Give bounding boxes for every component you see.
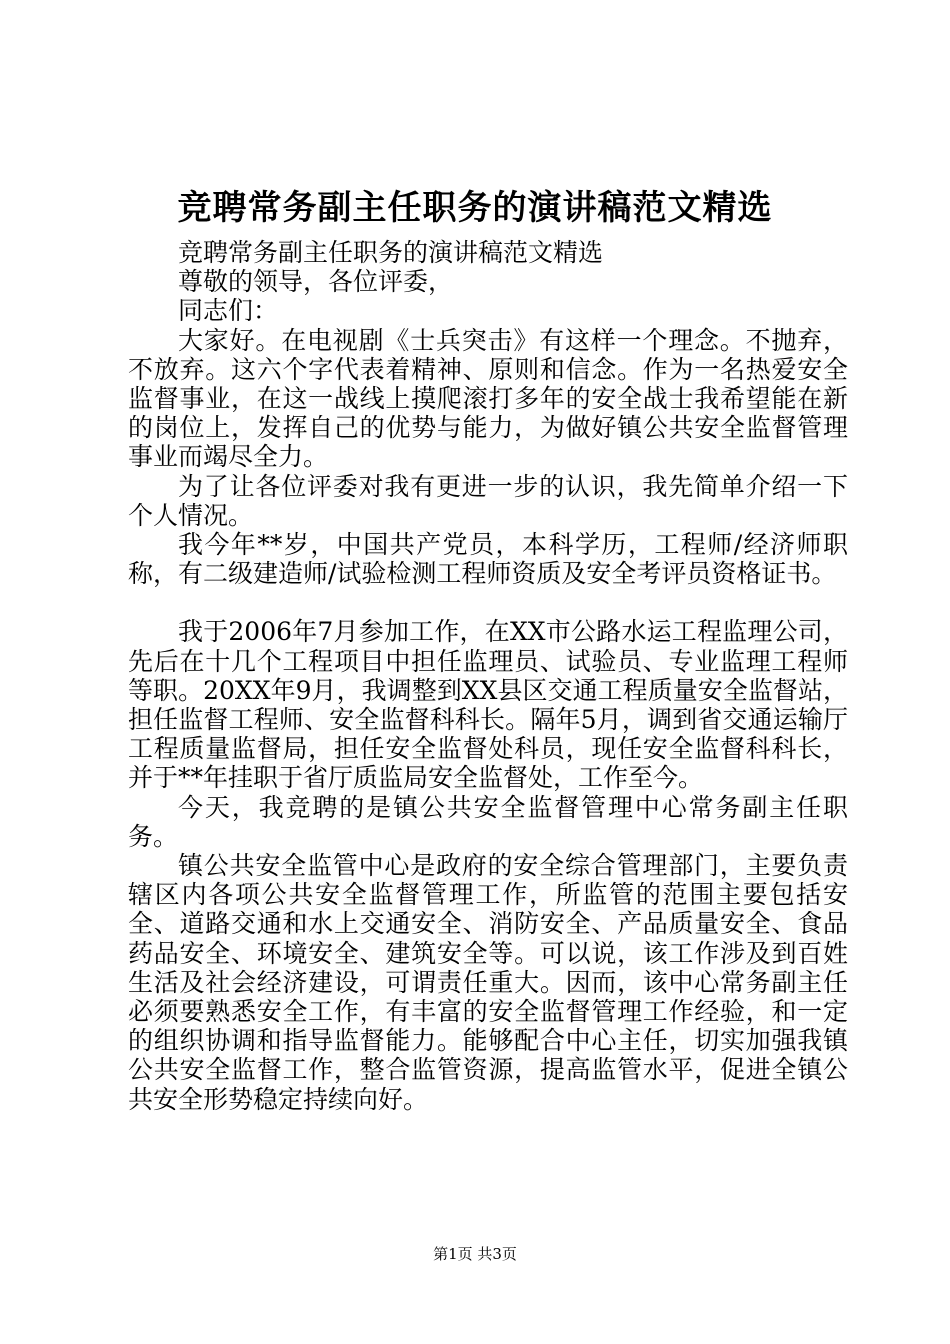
body-paragraph: 镇公共安全监管中心是政府的安全综合管理部门，主要负责辖区内各项公共安全监督管理工作，所监管的范围主要包括安全、道路交通和水上交通安全、消防安全、产品质量安全、食品药品安全、环境安全、建筑安全等。可以说，该工作涉及到百姓生活及社会经济建设，可谓责任重大。因而，该中心常务副主任必须要熟悉安全工作，有丰富的安全监督管理工作经验，和一定的组织协调和指导监督能力。能够配合中心主任，切实加强我镇公共安全监督工作，整合监管资源，提高监管水平，促进全镇公共安全形势稳定持续向好。 bbox=[128, 851, 848, 1114]
body-paragraph: 今天，我竞聘的是镇公共安全监督管理中心常务副主任职务。 bbox=[128, 792, 848, 851]
subtitle-paragraph: 竞聘常务副主任职务的演讲稿范文精选 bbox=[178, 238, 604, 267]
body-paragraph: 我于2006年7月参加工作，在XX市公路水运工程监理公司，先后在十几个工程项目中担任监理员、试验员、专业监理工程师等职。20XX年9月，我调整到XX县区交通工程质量安全监督站，担任监督工程师、安全监督科科长。隔年5月，调到省交通运输厅工程质量监督局，担任安全监督处科员，现任安全监督科科长，并于**年挂职于省厅质监局安全监督处，工作至今。 bbox=[128, 617, 848, 793]
body-paragraph: 为了让各位评委对我有更进一步的认识，我先简单介绍一下个人情况。 bbox=[128, 471, 848, 530]
page-footer: 第1页 共3页 bbox=[433, 1245, 517, 1263]
document-body bbox=[128, 238, 848, 1114]
body-paragraph: 大家好。在电视剧《士兵突击》有这样一个理念。不抛弃，不放弃。这六个字代表着精神、原则和信念。作为一名热爱安全监督事业，在这一战线上摸爬滚打多年的安全战士我希望能在新的岗位上，发挥自己的优势与能力，为做好镇公共安全监督管理事业而竭尽全力。 bbox=[128, 325, 848, 472]
salutation-paragraph: 尊敬的领导，各位评委， bbox=[178, 267, 454, 297]
document-title: 竞聘常务副主任职务的演讲稿范文精选 bbox=[177, 188, 773, 228]
salutation-paragraph: 同志们： bbox=[178, 296, 279, 326]
body-paragraph: 我今年**岁，中国共产党员，本科学历，工程师/经济师职称，有二级建造师/试验检测工程师资质及安全考评员资格证书。 bbox=[128, 530, 848, 589]
